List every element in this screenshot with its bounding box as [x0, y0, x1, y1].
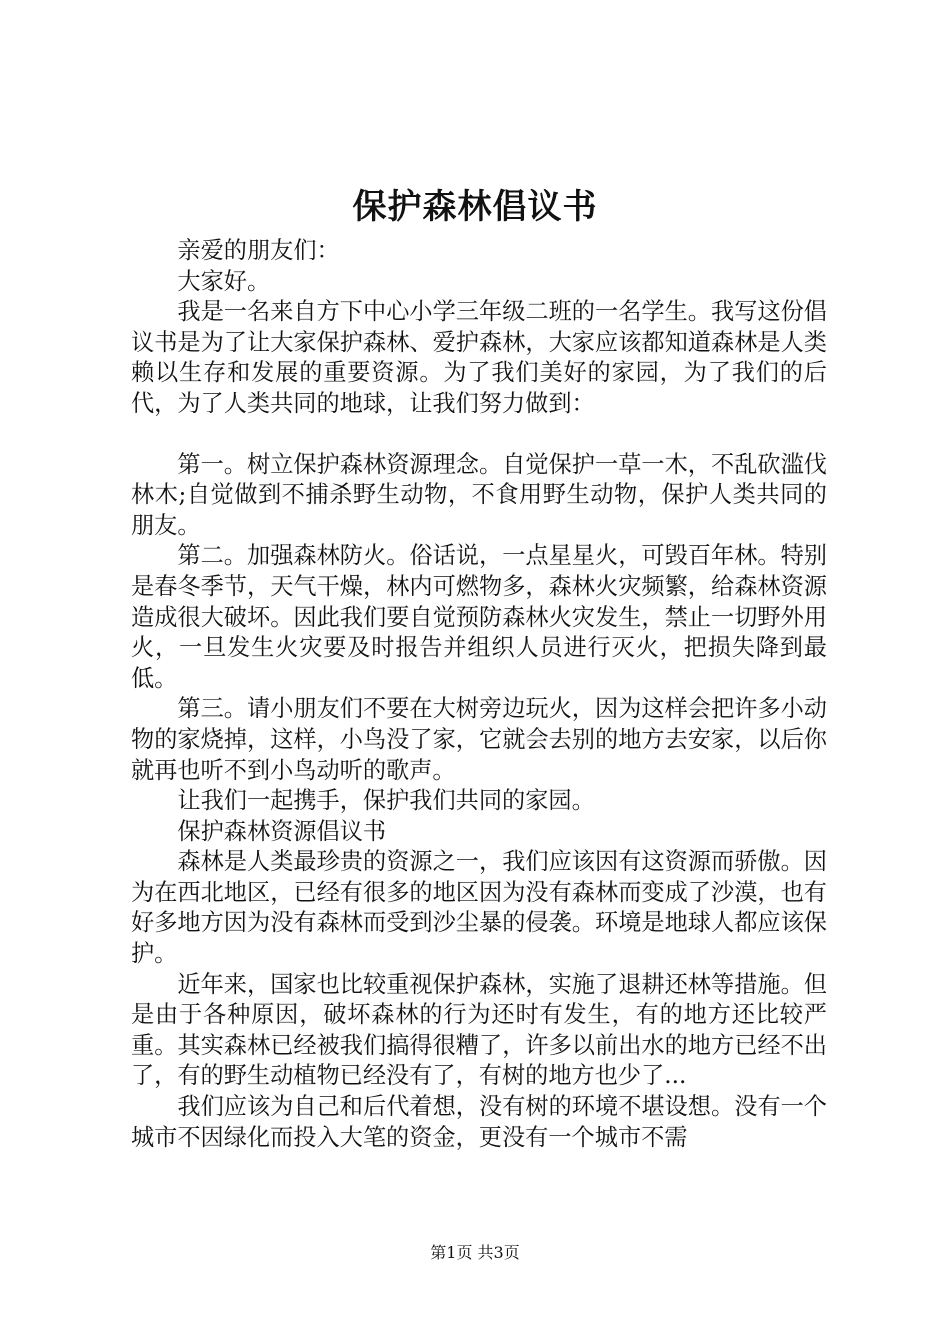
paragraph-intro: 我是一名来自方下中心小学三年级二班的一名学生。我写这份倡议书是为了让大家保护森林、爱护森林，大家应该都知道森林是人类赖以生存和发展的重要资源。为了我们美好的家园，为了我们的后代，为了人类共同的地球，让我们努力做到：	[131, 298, 827, 417]
section-heading: 保护森林资源倡议书	[177, 817, 387, 845]
paragraph-second: 第二。加强森林防火。俗话说，一点星星火，可毁百年林。特别是春冬季节，天气干燥，林内可燃物多，森林火灾频繁，给森林资源造成很大破坏。因此我们要自觉预防森林火灾发生，禁止一切野外用火，一旦发生火灾要及时报告并组织人员进行灭火，把损失降到最低。	[131, 542, 827, 692]
paragraph-first: 第一。树立保护森林资源理念。自觉保护一草一木，不乱砍滥伐林木;自觉做到不捕杀野生动物，不食用野生动物，保护人类共同的朋友。	[131, 450, 827, 539]
paragraph-future: 我们应该为自己和后代着想，没有树的环境不堪设想。没有一个城市不因绿化而投入大笔的资金，更没有一个城市不需	[131, 1093, 827, 1151]
paragraph-greeting: 亲爱的朋友们：	[177, 237, 340, 264]
page-number: 第1页 共3页	[430, 1243, 520, 1262]
paragraph-closing: 让我们一起携手，保护我们共同的家园。	[177, 787, 595, 815]
paragraph-hello: 大家好。	[177, 267, 271, 295]
paragraph-third: 第三。请小朋友们不要在大树旁边玩火，因为这样会把许多小动物的家烧掉，这样，小鸟没了家，它就会去别的地方去安家，以后你就再也听不到小鸟动听的歌声。	[131, 695, 827, 784]
document-title: 保护森林倡议书	[352, 187, 598, 227]
paragraph-forest-resource: 森林是人类最珍贵的资源之一，我们应该因有这资源而骄傲。因为在西北地区，已经有很多的地区因为没有森林而变成了沙漠，也有好多地方因为没有森林而受到沙尘暴的侵袭。环境是地球人都应该保护。	[131, 848, 827, 968]
paragraph-recent-years: 近年来，国家也比较重视保护森林，实施了退耕还林等措施。但是由于各种原因，破坏森林的行为还时有发生，有的地方还比较严重。其实森林已经被我们搞得很糟了，许多以前出水的地方已经不出了，有的野生动植物已经没有了，有树的地方也少了...	[131, 970, 827, 1090]
document-body	[131, 236, 827, 1153]
